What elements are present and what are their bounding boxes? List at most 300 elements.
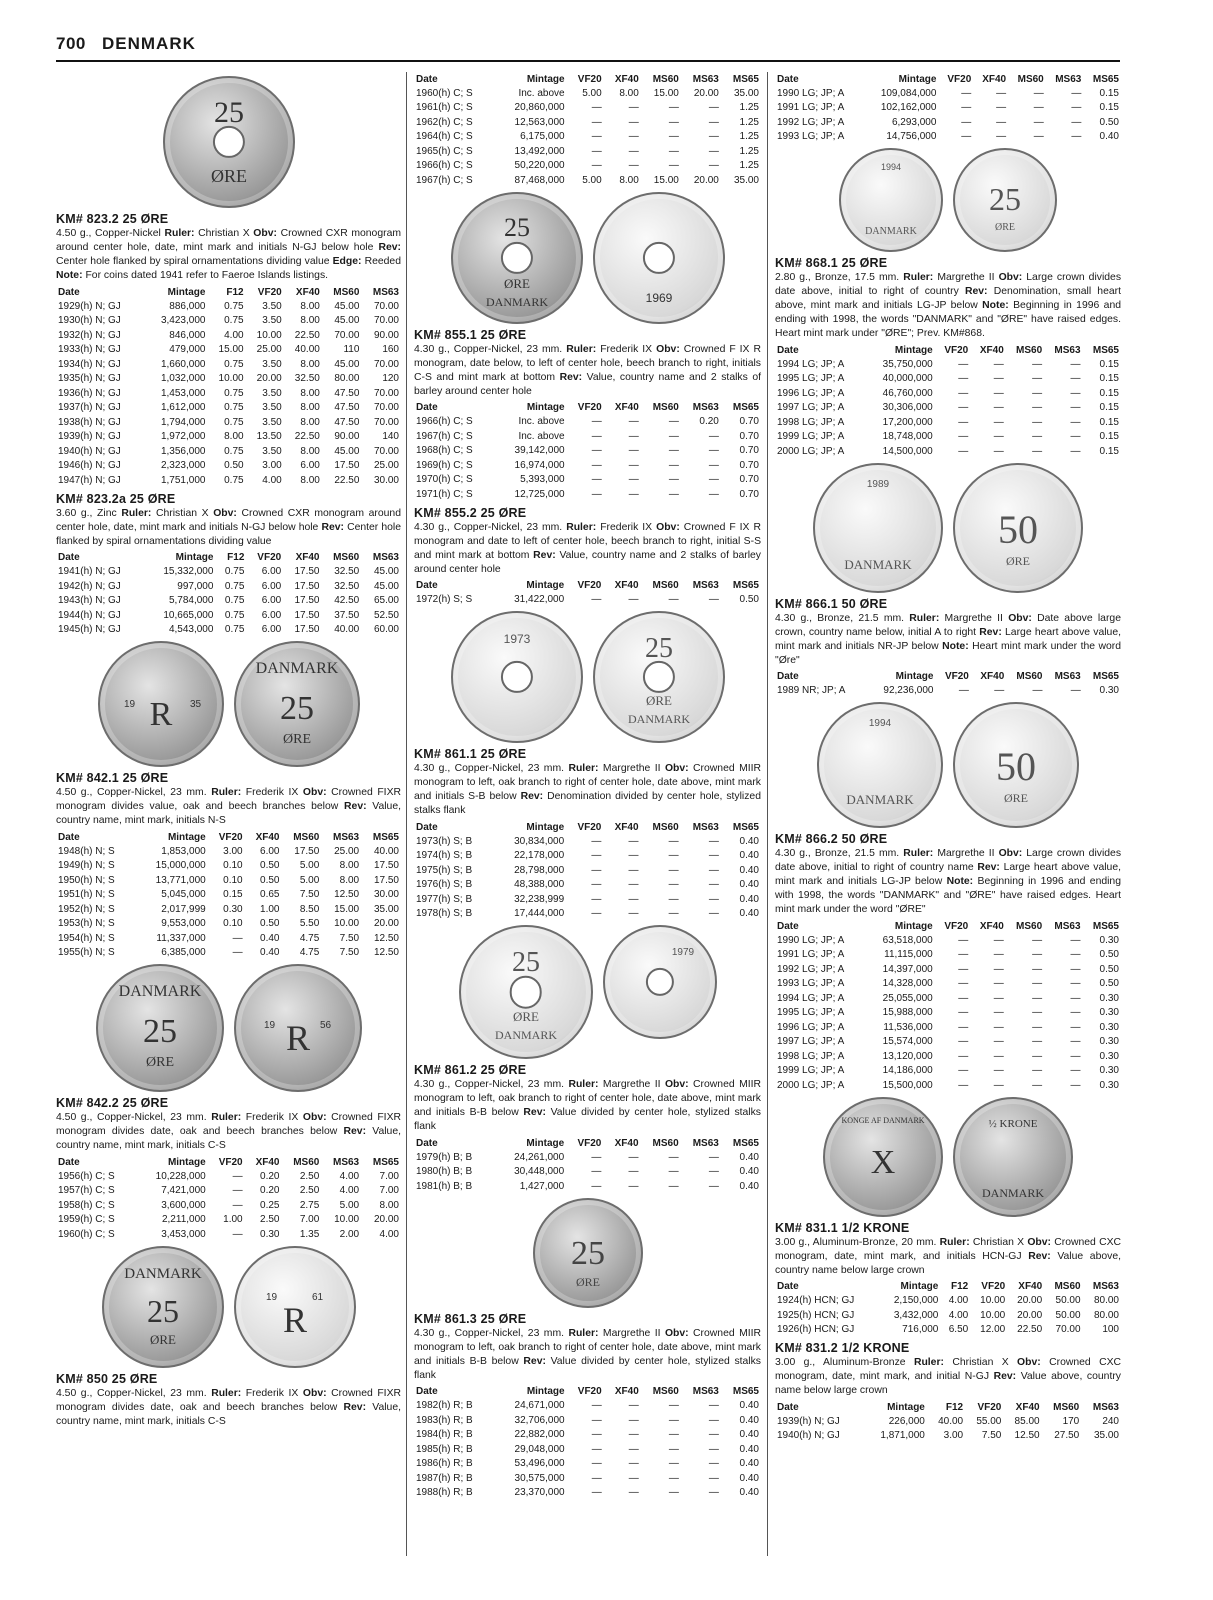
- column-header: XF40: [979, 920, 1004, 932]
- table-row: [414, 115, 761, 130]
- table-row: [414, 144, 761, 159]
- table-cell: 0.50: [260, 918, 280, 930]
- table-cell: —: [591, 1180, 602, 1192]
- coin-denomination: ØRE: [1004, 791, 1028, 805]
- entry-description: 3.00 g., Aluminum-Bronze Ruler: Christian X Obv: Crowned CXC monogram, date, mint mark, and initial N-GJ Rev: Value above, country name below large crown: [775, 1357, 1122, 1396]
- table-cell: —: [993, 1079, 1004, 1091]
- table-cell: 1995 LG; JP; A: [777, 1007, 845, 1019]
- table-cell: —: [591, 1414, 602, 1426]
- table-row: [414, 878, 761, 893]
- table-cell: 80.00: [334, 373, 360, 385]
- table-cell: 1996 LG; JP; A: [777, 387, 845, 399]
- table-cell: —: [591, 1458, 602, 1470]
- mintage-table: [414, 579, 761, 608]
- entry-title: KM# 850 25 ØRE: [56, 1371, 158, 1386]
- table-cell: 8.00: [300, 474, 320, 486]
- coin-obverse: [823, 1097, 943, 1217]
- table-cell: —: [628, 594, 639, 606]
- table-cell: 1942(h) N; GJ: [58, 580, 121, 592]
- table-cell: 0.70: [739, 416, 759, 428]
- table-cell: —: [993, 431, 1004, 443]
- table-cell: 6.00: [261, 566, 282, 578]
- table-cell: 8.00: [300, 445, 320, 457]
- table-cell: —: [993, 358, 1004, 370]
- table-cell: 1.35: [299, 1228, 320, 1240]
- table-cell: 1959(h) C; S: [58, 1214, 115, 1226]
- table-cell: 1998 LG; JP; A: [777, 416, 845, 428]
- table-cell: —: [1070, 1065, 1081, 1077]
- column-header: Date: [777, 671, 799, 682]
- table-cell: 11,337,000: [156, 932, 206, 944]
- table-cell: —: [993, 1036, 1004, 1048]
- table-row: [414, 487, 761, 502]
- table-row: [414, 907, 761, 922]
- column-header: MS63: [692, 821, 719, 833]
- table-cell: 1968(h) C; S: [416, 445, 473, 457]
- table-row: [775, 991, 1121, 1006]
- entry-title: KM# 823.2 25 ØRE: [56, 212, 169, 226]
- table-cell: 0.30: [1099, 992, 1119, 1004]
- table-cell: 3,423,000: [160, 315, 206, 327]
- table-cell: —: [1070, 416, 1081, 428]
- table-cell: 65.00: [373, 595, 399, 607]
- table-row: [775, 415, 1121, 430]
- table-cell: 8.00: [300, 358, 320, 370]
- table-cell: 17.50: [294, 609, 320, 621]
- table-cell: 0.40: [739, 879, 759, 891]
- table-cell: 0.15: [1099, 416, 1119, 428]
- table-cell: 1983(h) R; B: [416, 1414, 473, 1426]
- table-cell: —: [996, 131, 1007, 143]
- table-cell: —: [708, 1166, 719, 1178]
- table-row: [56, 1169, 401, 1184]
- table-cell: 13,492,000: [514, 145, 565, 157]
- table-cell: 1978(h) S; B: [416, 908, 473, 920]
- table-cell: 1962(h) C; S: [416, 116, 473, 128]
- table-cell: 0.30: [1099, 1079, 1119, 1091]
- table-cell: 0.50: [224, 460, 244, 472]
- table-cell: 1944(h) N; GJ: [58, 609, 121, 621]
- column-header: XF40: [614, 1386, 639, 1397]
- table-cell: 6.00: [261, 624, 282, 636]
- table-cell: —: [1071, 116, 1082, 128]
- table-cell: 1973(h) S; B: [416, 835, 473, 847]
- coin-denomination: ØRE: [149, 1331, 176, 1347]
- table-cell: —: [628, 893, 639, 905]
- table-cell: 0.20: [699, 416, 719, 428]
- entry-description: 4.30 g., Bronze, 21.5 mm. Ruler: Margrethe II Obv: Date above large crown, country name below, initial A to right Rev: Large heart above value, mint mark and initials NR-JP below Note: Heart mint mark under the word "Øre": [775, 612, 1121, 666]
- coin-reverse: [953, 702, 1079, 828]
- table-cell: —: [958, 963, 969, 975]
- table-cell: 1995 LG; JP; A: [777, 373, 845, 385]
- table-cell: 716,000: [902, 1324, 939, 1336]
- coin-legend: [236, 966, 360, 1090]
- entry-description: 4.30 g., Bronze, 21.5 mm. Ruler: Margrethe II Obv: Large crown divides date above, initial to right of country name Rev: Large heart above value, mint mark and initials LG-JP below Note: Beginning in 1996 and ending with 1998, the words "DANMARK" and "ØRE" have raised edges. Heart mint mark under the word "ØRE": [775, 848, 1122, 915]
- table-row: [56, 1213, 401, 1228]
- table-cell: 13.50: [256, 431, 282, 443]
- table-cell: —: [993, 1007, 1004, 1019]
- table-cell: 3.50: [262, 358, 282, 370]
- coin-value: 25: [213, 96, 244, 129]
- table-cell: —: [668, 1487, 679, 1499]
- table-cell: 1966(h) C; S: [416, 416, 473, 428]
- column-header: MS60: [1017, 73, 1044, 85]
- column-header: MS65: [732, 402, 759, 413]
- table-cell: 50,220,000: [514, 160, 565, 172]
- mintage-table: [775, 1400, 1121, 1443]
- table-cell: 80.00: [1093, 1309, 1119, 1321]
- table-header-row: [414, 1136, 761, 1150]
- table-cell: 0.30: [1099, 1007, 1119, 1019]
- table-cell: —: [961, 116, 972, 128]
- table-row: [56, 314, 401, 329]
- coin-value: 25: [146, 1292, 179, 1329]
- coin-denomination: ØRE: [503, 275, 530, 291]
- coin-denomination: ØRE: [282, 732, 311, 747]
- table-cell: 0.40: [739, 893, 759, 905]
- table-cell: 1.00: [223, 1214, 243, 1226]
- table-cell: —: [1032, 1079, 1043, 1091]
- table-cell: 0.40: [739, 1487, 759, 1499]
- table-cell: 1938(h) N; GJ: [58, 416, 121, 428]
- table-cell: 12.50: [334, 889, 360, 901]
- table-cell: Inc. above: [518, 87, 565, 99]
- column-header: VF20: [218, 831, 243, 843]
- table-cell: 240: [1102, 1415, 1119, 1427]
- table-cell: 6.50: [948, 1324, 969, 1336]
- column-header: XF40: [255, 1156, 280, 1168]
- column-header: MS63: [692, 402, 719, 413]
- table-cell: —: [993, 1050, 1004, 1062]
- table-cell: —: [996, 102, 1007, 114]
- mintage-table: [414, 401, 761, 502]
- table-cell: —: [708, 131, 719, 143]
- table-cell: 1940(h) N; GJ: [777, 1430, 840, 1442]
- table-cell: 0.10: [223, 860, 243, 872]
- table-cell: 50.00: [1055, 1295, 1081, 1307]
- table-cell: 1,612,000: [160, 402, 206, 414]
- table-cell: 6,385,000: [161, 947, 206, 959]
- table-cell: 25,055,000: [882, 992, 933, 1004]
- table-row: [56, 623, 401, 638]
- table-cell: 1.25: [739, 116, 759, 128]
- table-cell: 12.50: [1014, 1430, 1040, 1442]
- coin-legend: [98, 966, 222, 1090]
- table-cell: 7.00: [379, 1185, 399, 1197]
- table-cell: 3.50: [262, 315, 282, 327]
- table-cell: 45.00: [334, 315, 360, 327]
- coin-images: [775, 463, 1121, 593]
- column-header: MS60: [1016, 671, 1043, 682]
- coin-date-left: 19: [265, 1291, 277, 1303]
- table-cell: 0.40: [739, 1458, 759, 1470]
- table-cell: 17.50: [294, 624, 320, 636]
- table-cell: 5,393,000: [520, 474, 565, 486]
- table-row: [414, 429, 761, 444]
- column-divider: [767, 72, 768, 1556]
- column-header: MS63: [692, 1386, 719, 1397]
- column-header: XF40: [614, 73, 639, 85]
- table-cell: —: [232, 1170, 243, 1182]
- table-cell: —: [1032, 934, 1043, 946]
- column-header: F12: [950, 1281, 969, 1292]
- table-cell: 70.00: [373, 445, 399, 457]
- table-cell: —: [1070, 963, 1081, 975]
- table-cell: 0.40: [260, 932, 280, 944]
- table-cell: 85.00: [1014, 1415, 1040, 1427]
- column-header: Date: [777, 73, 799, 85]
- table-row: [56, 357, 401, 372]
- table-cell: 10,665,000: [163, 609, 214, 621]
- table-cell: —: [1070, 978, 1081, 990]
- table-cell: —: [668, 1443, 679, 1455]
- table-cell: —: [961, 131, 972, 143]
- table-cell: 1925(h) HCN; GJ: [777, 1309, 855, 1321]
- coin-images: [414, 611, 761, 743]
- table-header-row: [414, 401, 761, 415]
- table-cell: 6,293,000: [891, 116, 937, 128]
- column-header: Date: [777, 920, 799, 932]
- table-cell: 8.00: [619, 87, 639, 99]
- column-header: MS65: [732, 821, 759, 833]
- column-header: XF40: [1015, 1401, 1040, 1413]
- table-cell: 10.00: [334, 918, 360, 930]
- table-cell: 20.00: [373, 1214, 399, 1226]
- table-cell: 35,750,000: [882, 358, 933, 370]
- table-cell: —: [1032, 431, 1043, 443]
- coin-value: ½ KRONE: [988, 1117, 1038, 1130]
- table-cell: 14,397,000: [882, 963, 933, 975]
- column-header: MS60: [652, 1386, 679, 1397]
- column-header: MS60: [1053, 1401, 1080, 1413]
- coin-obverse: [451, 192, 583, 324]
- monogram-icon: R: [149, 696, 172, 733]
- table-cell: 1971(h) C; S: [416, 488, 473, 500]
- table-cell: —: [668, 835, 679, 847]
- table-cell: 160: [382, 344, 399, 356]
- table-cell: —: [958, 445, 969, 457]
- table-row: [775, 1006, 1121, 1021]
- table-cell: 20,860,000: [514, 102, 565, 114]
- table-cell: —: [958, 992, 969, 1004]
- column-header: Date: [416, 821, 438, 833]
- coin-country: DANMARK: [494, 1028, 557, 1042]
- table-cell: —: [1032, 416, 1043, 428]
- table-cell: 7.50: [339, 932, 360, 944]
- table-row: [775, 1429, 1121, 1444]
- table-row: [775, 401, 1121, 416]
- column-header: XF40: [614, 580, 639, 591]
- table-cell: 40.00: [334, 624, 360, 636]
- table-cell: —: [628, 835, 639, 847]
- coin-reverse: [953, 148, 1057, 252]
- table-cell: 45.00: [373, 566, 399, 578]
- table-cell: 12.50: [373, 932, 399, 944]
- table-row: [414, 1150, 761, 1165]
- table-cell: 1986(h) R; B: [416, 1458, 473, 1470]
- table-row: [775, 372, 1121, 387]
- coin-images: [56, 964, 401, 1092]
- column-header: MS63: [1054, 344, 1081, 356]
- table-cell: —: [993, 387, 1004, 399]
- table-cell: 31,422,000: [514, 594, 565, 606]
- table-cell: 100: [1102, 1324, 1119, 1336]
- table-cell: 0.15: [1099, 431, 1119, 443]
- column-header: VF20: [944, 671, 969, 682]
- column-header: Mintage: [526, 73, 565, 85]
- table-cell: 20.00: [373, 918, 399, 930]
- table-cell: 1.25: [739, 131, 759, 143]
- table-cell: 997,000: [177, 580, 214, 592]
- coin-legend: [815, 465, 941, 591]
- mintage-table: [775, 1280, 1121, 1338]
- table-cell: —: [591, 1166, 602, 1178]
- coin-legend: [236, 1248, 354, 1366]
- table-cell: 1969(h) C; S: [416, 459, 473, 471]
- table-cell: —: [708, 893, 719, 905]
- table-cell: 1954(h) N; S: [58, 932, 115, 944]
- table-cell: —: [1032, 373, 1043, 385]
- table-cell: 1.25: [739, 160, 759, 172]
- table-cell: —: [958, 416, 969, 428]
- table-row: [414, 1399, 761, 1414]
- table-cell: 14,186,000: [882, 1065, 933, 1077]
- coin-country: DANMARK: [123, 1265, 202, 1282]
- entry-title: KM# 866.2 50 ØRE: [775, 832, 888, 846]
- column-header: MS65: [372, 1156, 399, 1168]
- table-cell: 5,045,000: [161, 889, 206, 901]
- table-cell: —: [708, 1400, 719, 1412]
- table-cell: —: [1070, 431, 1081, 443]
- table-cell: 0.50: [1099, 116, 1119, 128]
- coin-images: [56, 76, 401, 208]
- column-header: XF40: [255, 831, 280, 843]
- table-cell: 6.00: [300, 460, 320, 472]
- column-header: MS63: [1092, 1401, 1119, 1413]
- table-cell: —: [628, 1180, 639, 1192]
- table-cell: —: [708, 445, 719, 457]
- table-cell: 90.00: [373, 329, 399, 341]
- table-row: [775, 86, 1121, 101]
- table-cell: —: [961, 102, 972, 114]
- column-header: VF20: [577, 1386, 602, 1397]
- table-cell: 1935(h) N; GJ: [58, 373, 121, 385]
- table-cell: 0.50: [1099, 949, 1119, 961]
- table-cell: 47.50: [334, 416, 360, 428]
- table-cell: —: [628, 1414, 639, 1426]
- table-cell: —: [958, 358, 969, 370]
- table-cell: 15,988,000: [882, 1007, 933, 1019]
- column-header: XF40: [295, 552, 320, 563]
- table-cell: —: [668, 131, 679, 143]
- table-cell: 4.00: [339, 1170, 360, 1182]
- table-cell: 1956(h) C; S: [58, 1170, 115, 1182]
- table-cell: 0.40: [739, 1166, 759, 1178]
- table-header-row: [56, 285, 401, 299]
- table-cell: 15,574,000: [882, 1036, 933, 1048]
- table-cell: —: [628, 850, 639, 862]
- table-row: [56, 459, 401, 474]
- table-cell: 42.50: [334, 595, 360, 607]
- table-cell: —: [1032, 402, 1043, 414]
- coin-images: [775, 1097, 1121, 1217]
- table-cell: 1988(h) R; B: [416, 1487, 473, 1499]
- coin-denomination: ØRE: [210, 166, 247, 186]
- table-row: [414, 863, 761, 878]
- table-cell: 10.00: [256, 329, 282, 341]
- table-cell: 45.00: [373, 580, 399, 592]
- table-cell: —: [1032, 963, 1043, 975]
- table-cell: 12,725,000: [514, 488, 565, 500]
- table-cell: 7.50: [339, 947, 360, 959]
- table-cell: 1937(h) N; GJ: [58, 402, 121, 414]
- monogram-icon: R: [285, 1018, 310, 1058]
- entry-description: 4.50 g., Copper-Nickel, 23 mm. Ruler: Frederik IX Obv: Crowned FIXR monogram divides date, oak and beech branches below Rev: Value, country name, mint mark, initials C-S: [56, 1387, 401, 1427]
- coin-denomination: ØRE: [645, 693, 672, 708]
- table-cell: —: [668, 416, 679, 428]
- table-cell: 0.40: [739, 908, 759, 920]
- table-cell: 10.00: [980, 1295, 1006, 1307]
- table-cell: 1981(h) B; B: [416, 1180, 473, 1192]
- table-row: [56, 1198, 401, 1213]
- table-cell: 15,500,000: [882, 1079, 933, 1091]
- table-cell: —: [1033, 87, 1044, 99]
- table-cell: 27.50: [1054, 1430, 1080, 1442]
- table-cell: 16,974,000: [514, 459, 565, 471]
- coin-legend: [595, 194, 723, 322]
- table-cell: —: [668, 879, 679, 891]
- coin-legend: [236, 643, 358, 765]
- table-cell: —: [628, 879, 639, 891]
- column-header: VF20: [947, 73, 972, 85]
- table-header-row: [775, 1280, 1121, 1294]
- column-header: Mintage: [887, 1401, 925, 1413]
- table-cell: 0.20: [260, 1185, 280, 1197]
- table-cell: 0.75: [224, 595, 245, 607]
- table-cell: 0.15: [1099, 373, 1119, 385]
- table-cell: 0.70: [739, 488, 759, 500]
- table-cell: —: [668, 864, 679, 876]
- table-cell: 8.00: [619, 174, 639, 186]
- coin-value: 25: [279, 690, 314, 727]
- coin-value: 50: [998, 506, 1038, 552]
- table-cell: 1960(h) C; S: [58, 1228, 115, 1240]
- table-cell: 23,370,000: [514, 1487, 565, 1499]
- table-cell: 2,323,000: [160, 460, 206, 472]
- table-cell: —: [232, 1199, 243, 1211]
- coin-obverse: [839, 148, 943, 252]
- table-cell: 0.40: [739, 1472, 759, 1484]
- table-cell: —: [591, 474, 602, 486]
- table-cell: 2,211,000: [161, 1214, 206, 1226]
- table-cell: 8.00: [224, 431, 244, 443]
- table-cell: 0.30: [1099, 685, 1119, 697]
- table-cell: 22.50: [1017, 1324, 1043, 1336]
- coin-legend: [955, 465, 1081, 591]
- column-header: VF20: [944, 344, 969, 356]
- table-row: [56, 873, 401, 888]
- table-cell: 13,120,000: [882, 1050, 933, 1062]
- table-cell: 1952(h) N; S: [58, 903, 115, 915]
- coin-denomination: ØRE: [995, 222, 1015, 233]
- table-cell: 2.75: [299, 1199, 320, 1211]
- column-header: Date: [416, 1386, 438, 1397]
- column-header: XF40: [979, 344, 1004, 356]
- table-cell: 70.00: [373, 387, 399, 399]
- table-cell: 1966(h) C; S: [416, 160, 473, 172]
- table-cell: 40,000,000: [882, 373, 933, 385]
- table-cell: —: [1070, 387, 1081, 399]
